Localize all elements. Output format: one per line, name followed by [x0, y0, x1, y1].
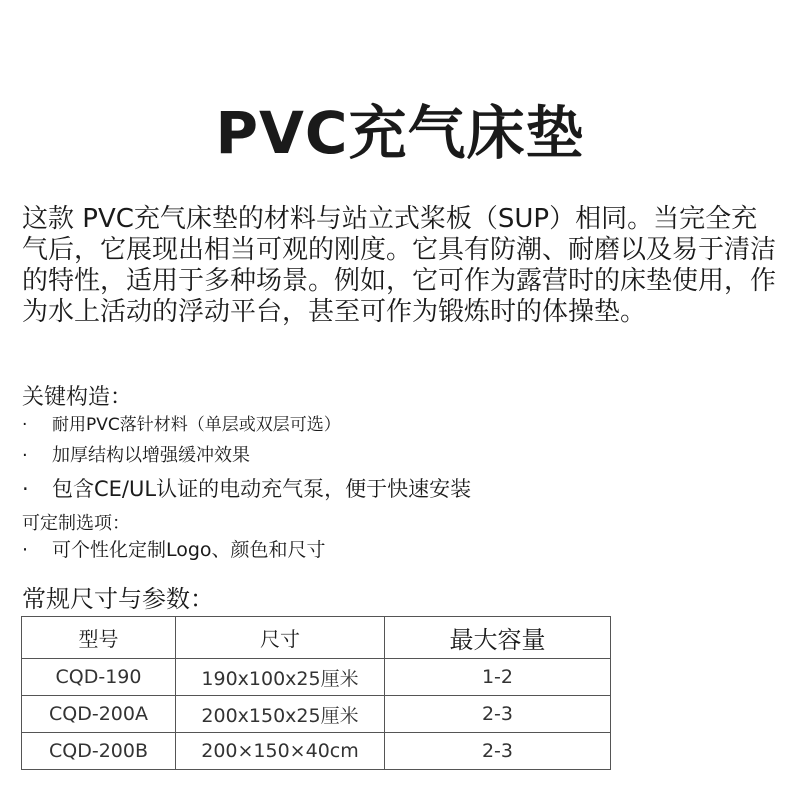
- list-item: · 加厚结构以增强缓冲效果: [22, 440, 471, 472]
- list-item: · 包含CE/UL认证的电动充气泵，便于快速安装: [22, 472, 471, 506]
- list-item: · 耐用PVC落针材料（单层或双层可选）: [22, 411, 471, 440]
- intro-paragraph: 这款 PVC充气床垫的材料与站立式桨板（SUP）相同。当完全充气后，它展现出相当可观的刚度。它具有防潮、耐磨以及易于清洁的特性，适用于多种场景。例如，它可作为露营时的床垫使用，作为水上活动的浮动平台，甚至可作为锻炼时的体操垫。: [22, 204, 777, 327]
- bullet-icon: ·: [22, 539, 29, 561]
- column-header-model: 型号: [22, 617, 176, 659]
- column-header-size: 尺寸: [176, 617, 385, 659]
- cell-capacity: 1-2: [385, 659, 611, 696]
- customization-heading: 可定制选项：: [22, 513, 130, 534]
- table-row: [22, 733, 611, 770]
- key-construction-heading: 关键构造：: [22, 385, 133, 410]
- table-row: [22, 696, 611, 733]
- cell-size: 190x100x25厘米: [176, 659, 385, 696]
- page-title: PVC充气床垫: [215, 99, 585, 167]
- customization-list: [22, 534, 326, 566]
- table-header-row: [22, 617, 611, 659]
- cell-capacity: 2-3: [385, 733, 611, 770]
- specs-table: [21, 616, 611, 770]
- list-item: · 可个性化定制Logo、颜色和尺寸: [22, 534, 326, 566]
- bullet-icon: ·: [22, 415, 28, 435]
- cell-size: 200x150x25厘米: [176, 696, 385, 733]
- specs-heading: 常规尺寸与参数：: [22, 585, 214, 613]
- key-construction-list: [22, 411, 471, 506]
- cell-size: 200×150×40cm: [176, 733, 385, 770]
- bullet-icon: ·: [22, 477, 29, 501]
- cell-model: CQD-190: [22, 659, 176, 696]
- cell-model: CQD-200B: [22, 733, 176, 770]
- bullet-icon: ·: [22, 445, 28, 466]
- cell-capacity: 2-3: [385, 696, 611, 733]
- cell-model: CQD-200A: [22, 696, 176, 733]
- table-row: [22, 659, 611, 696]
- column-header-capacity: 最大容量: [385, 617, 611, 659]
